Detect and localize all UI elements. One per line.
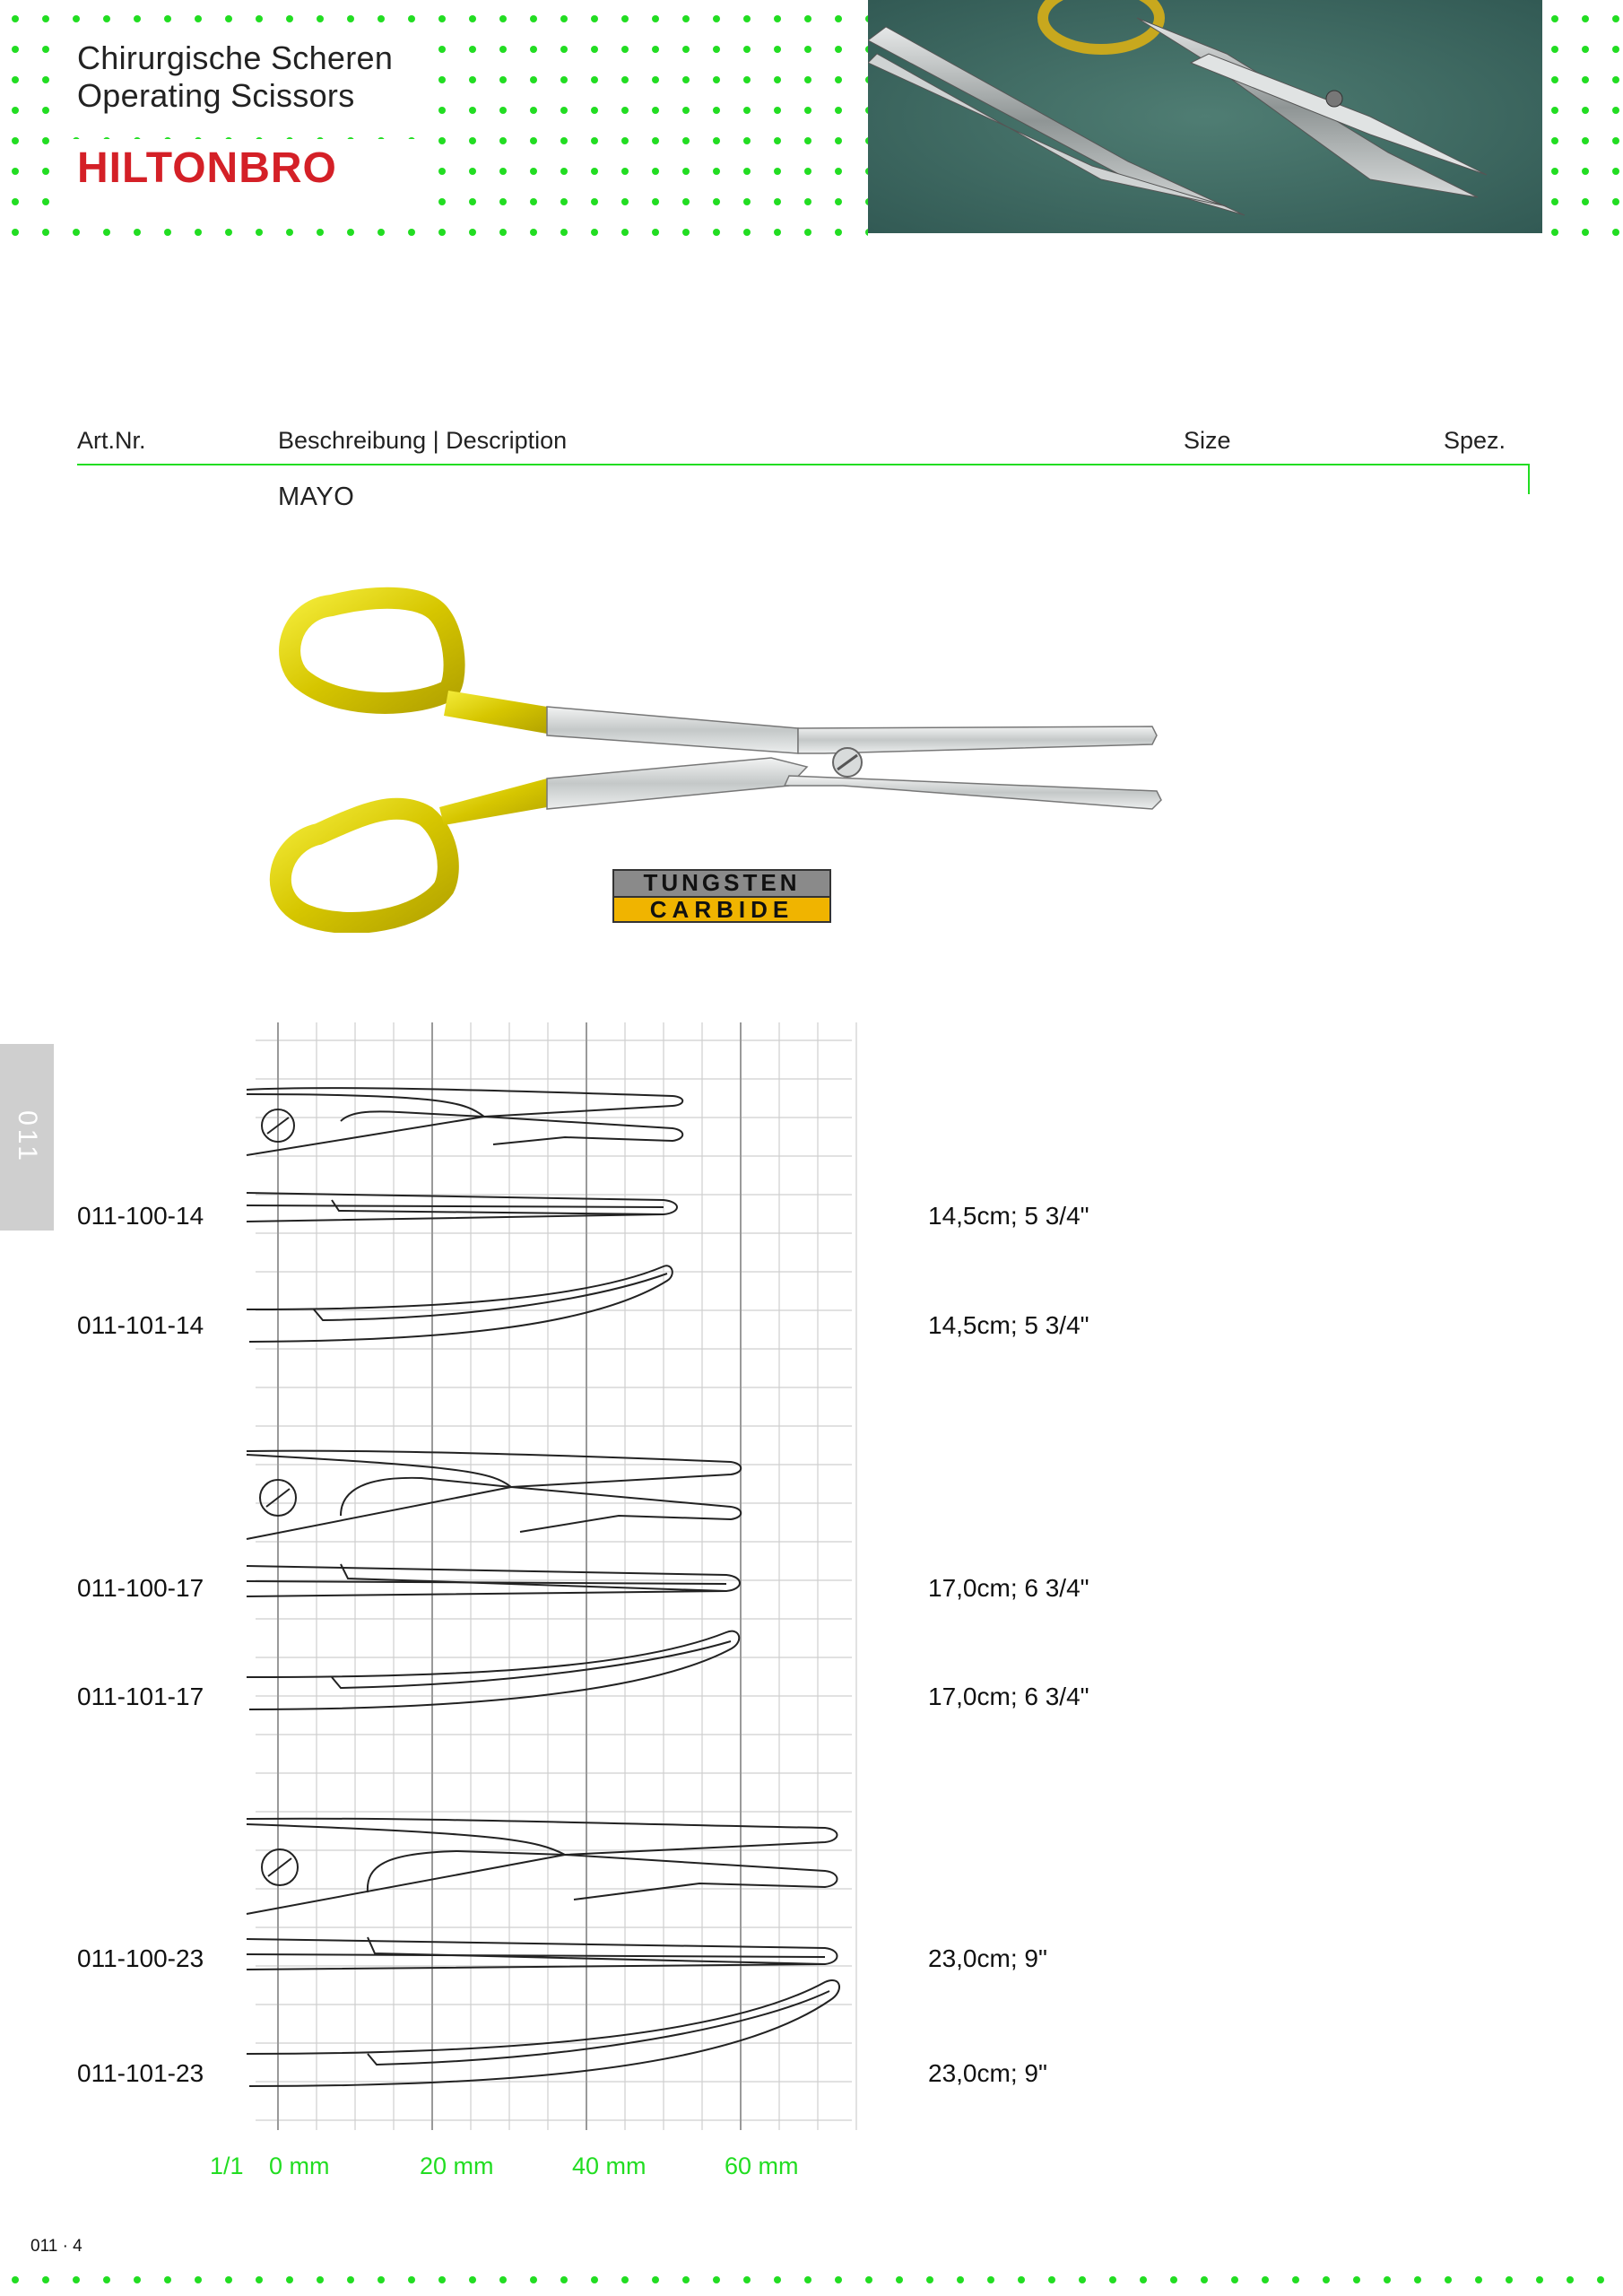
tip-drawing-23-top: [247, 1819, 838, 1914]
header-photo: [868, 0, 1542, 233]
article-size: 23,0cm; 9": [928, 2059, 1047, 2087]
chapter-tab: [0, 1044, 54, 1231]
tungsten-carbide-badge: [613, 869, 830, 923]
dot-row-bottom: [0, 2271, 1623, 2289]
page-number: 011 · 4: [30, 2237, 82, 2256]
tip-drawing-100-14: [247, 1193, 677, 1222]
scale-tick-label: 60 mm: [725, 2152, 799, 2179]
tip-drawing-100-23: [247, 1937, 838, 1970]
article-number: 011-100-17: [77, 1574, 204, 1602]
category-label: MAYO: [278, 483, 355, 511]
article-size: 17,0cm; 6 3/4": [928, 1683, 1089, 1710]
article-number: 011-101-17: [77, 1683, 204, 1710]
column-header-spec: Spez.: [1444, 427, 1506, 454]
badge-line2: CARBIDE: [649, 896, 794, 923]
article-size: 17,0cm; 6 3/4": [928, 1574, 1089, 1602]
scale-tick-label: 40 mm: [572, 2152, 647, 2179]
tip-drawing-101-14: [247, 1265, 673, 1342]
article-number: 011-101-14: [77, 1311, 204, 1339]
article-number: 011-100-14: [77, 1202, 204, 1230]
brand-logo: HILTONBRO: [77, 144, 337, 192]
tip-drawing-14-top: [247, 1088, 682, 1155]
column-header-size: Size: [1184, 427, 1231, 454]
header-rule: [77, 464, 1530, 465]
dot-pattern-left: [0, 0, 868, 242]
tip-drawing-101-17: [247, 1631, 739, 1709]
scissors-product-image: [269, 574, 1175, 933]
scale-tick-label: 0 mm: [269, 2152, 330, 2179]
article-number: 011-101-23: [77, 2059, 204, 2087]
article-size: 14,5cm; 5 3/4": [928, 1311, 1089, 1339]
article-size: 23,0cm; 9": [928, 1944, 1047, 1972]
tip-drawing-17-top: [247, 1451, 741, 1539]
column-header-art-nr: Art.Nr.: [77, 427, 146, 454]
scale-grid-drawings: [242, 1013, 861, 2233]
chapter-tab-label: 011: [13, 1110, 42, 1164]
article-number: 011-100-23: [77, 1944, 204, 1972]
dot-pattern-right: [1542, 0, 1623, 242]
article-size: 14,5cm; 5 3/4": [928, 1202, 1089, 1230]
header-rule-tick: [1528, 464, 1530, 494]
column-header-description: Beschreibung | Description: [278, 427, 568, 454]
badge-line1: TUNGSTEN: [643, 869, 801, 896]
scale-tick-label: 20 mm: [420, 2152, 494, 2179]
title-german: Chirurgische Scheren: [77, 39, 394, 76]
scale-ratio: 1/1: [210, 2152, 244, 2179]
tip-drawing-101-23: [247, 1980, 839, 2086]
title-english: Operating Scissors: [77, 77, 355, 114]
